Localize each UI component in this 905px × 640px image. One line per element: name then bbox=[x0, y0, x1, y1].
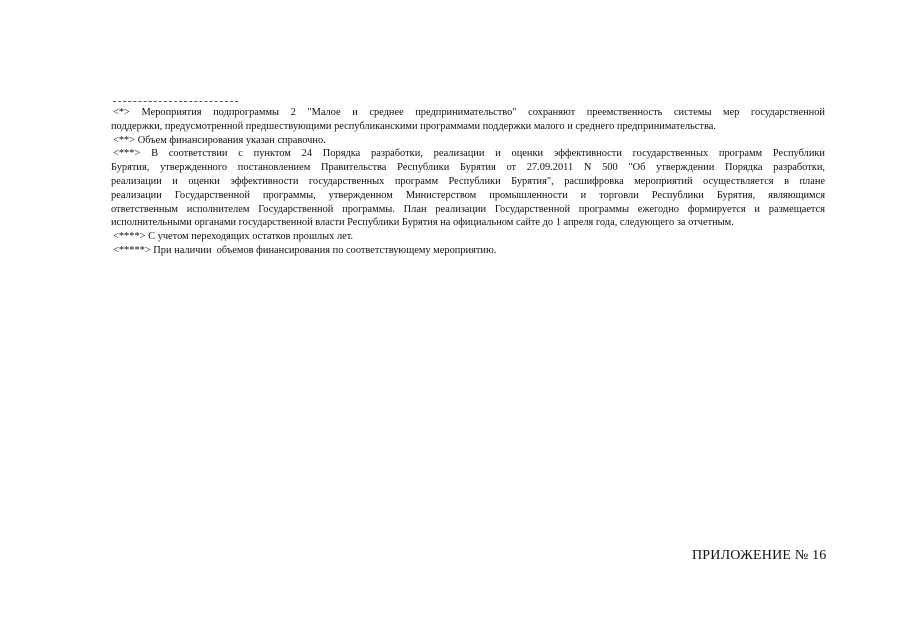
footnote-separator bbox=[113, 101, 238, 102]
footnote-line: <*> Мероприятия подпрограммы 2 "Малое и среднее предпринимательство" сохраняют преемственность системы мер государственной bbox=[113, 107, 825, 118]
footnote-5 bbox=[111, 244, 825, 258]
footnote-3 bbox=[111, 147, 825, 230]
footnote-line: ответственным исполнителем Государственной программы. План реализации Государственной программы ежегодно формируется и размещается bbox=[111, 203, 825, 215]
footnote-2 bbox=[111, 134, 825, 148]
footnotes bbox=[111, 106, 825, 258]
footnote-line: <***> В соответствии с пунктом 24 Порядка разработки, реализации и оценки эффективности государственных программ Республики bbox=[113, 148, 825, 160]
footnote-line: <****> С учетом переходящих остатков прошлых лет. bbox=[113, 231, 354, 243]
footnote-line: реализации и оценки эффективности государственных программ Республики Бурятия", расшифровка мероприятий осуществляется в плане bbox=[111, 175, 825, 187]
footnote-4 bbox=[111, 230, 825, 244]
footnote-line: поддержки, предусмотренной предшествующими республиканскими программами поддержки малого и среднего предпринимательства. bbox=[111, 120, 716, 132]
footnote-line: реализации Государственной программы, утвержденном Министерством промышленности и торговли Республики Бурятия, являющимся bbox=[111, 189, 825, 201]
footnote-line: Бурятия, утвержденного постановлением Правительства Республики Бурятия от 27.09.2011 N 500 "Об утверждении Порядка разработки, bbox=[111, 162, 825, 174]
footnote-line: <*****> При наличии объемов финансирования по соответствующему мероприятию. bbox=[113, 244, 497, 256]
footnote-1 bbox=[111, 106, 825, 134]
footnote-line: <**> Объем финансирования указан справочно. bbox=[113, 134, 326, 146]
appendix-heading: ПРИЛОЖЕНИЕ № 16 bbox=[692, 548, 827, 563]
footnote-line: исполнительными органами государственной власти Республики Бурятия на официальном сайте до 1 апреля года, следующего за отчетным. bbox=[111, 217, 734, 229]
